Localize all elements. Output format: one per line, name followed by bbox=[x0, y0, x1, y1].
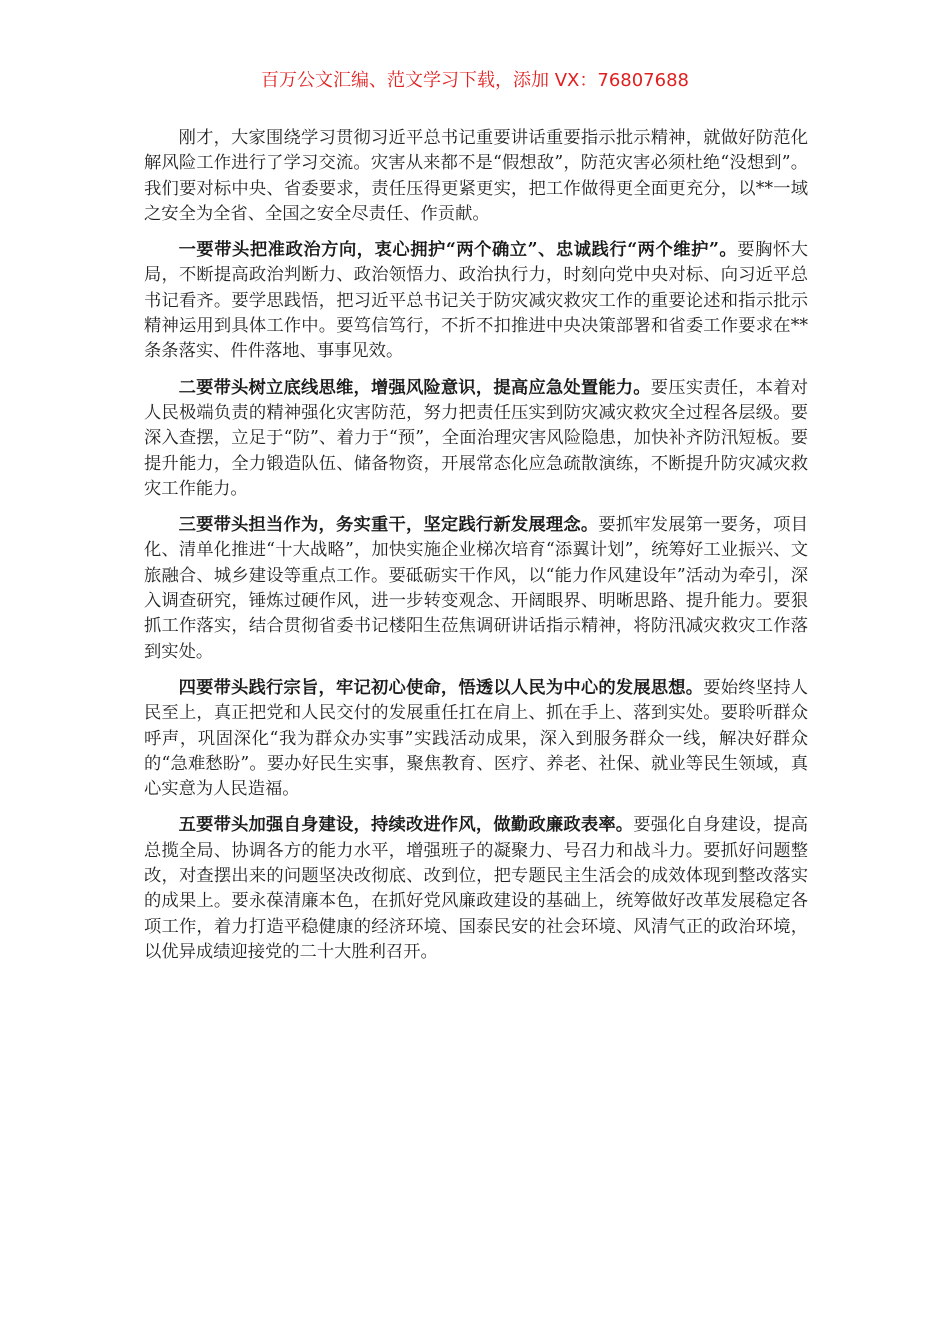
paragraph-text: 要始终坚持人民至上，真正把党和人民交付的发展重任扛在肩上、抓在手上、落到实处。要聆听群众呼声，巩固深化“我为群众办实事”实践活动成果，深入到服务群众一线，解决好群众的“急难愁盼”。要办好民生实事，聚焦教育、医疗、养老、社保、就业等民生领域，真心实意为人民造福。 bbox=[144, 677, 808, 800]
paragraph-text: 要胸怀大局，不断提高政治判断力、政治领悟力、政治执行力，时刻向党中央对标、向习近平总书记看齐。要学思践悟，把习近平总书记关于防灾减灾救灾工作的重要论述和指示批示精神运用到具体工作中。要笃信笃行，不折不扣推进中央决策部署和省委工作要求在**条条落实、件件落地、事事见效。 bbox=[144, 240, 808, 362]
paragraph-5 bbox=[144, 813, 808, 965]
paragraph-lead: 二要带头树立底线思维，增强风险意识，提高应急处置能力。 bbox=[178, 377, 651, 398]
paragraph-lead: 四要带头践行宗旨，牢记初心使命，悟透以人民为中心的发展思想。 bbox=[178, 677, 704, 698]
paragraph-lead: 五要带头加强自身建设，持续改进作风，做勤政廉政表率。 bbox=[178, 815, 634, 836]
paragraph-text: 要压实责任，本着对人民极端负责的精神强化灾害防范，努力把责任压实到防灾减灾救灾全过程各层级。要深入查摆，立足于“防”、着力于“预”，全面治理灾害风险隐患，加快补齐防汛短板。要提升能力，全力锻造队伍、储备物资，开展常态化应急疏散演练，不断提升防灾减灾救灾工作能力。 bbox=[144, 377, 808, 499]
paragraph-2 bbox=[144, 376, 808, 502]
paragraph-lead: 三要带头担当作为，务实重干，坚定践行新发展理念。 bbox=[178, 515, 599, 536]
header-banner: 百万公文汇编、范文学习下载，添加 VX：76807688 bbox=[261, 70, 689, 91]
paragraph-3 bbox=[144, 513, 808, 665]
document-body bbox=[144, 126, 808, 976]
paragraph-text: 要抓牢发展第一要务，项目化、清单化推进“十大战略”，加快实施企业梯次培育“添翼计划”，统筹好工业振兴、文旅融合、城乡建设等重点工作。要砥砺实干作风，以“能力作风建设年”活动为牵引，深入调查研究，锤炼过硬作风，进一步转变观念、开阔眼界、明晰思路、提升能力。要狠抓工作落实，结合贯彻省委书记楼阳生莅焦调研讲话指示精神，将防汛减灾救灾工作落到实处。 bbox=[144, 515, 808, 662]
paragraph-intro bbox=[144, 126, 808, 227]
paragraph-text: 刚才，大家围绕学习贯彻习近平总书记重要讲话重要指示批示精神，就做好防范化解风险工作进行了学习交流。灾害从来都不是“假想敌”，防范灾害必须杜绝“没想到”。我们要对标中央、省委要求，责任压得更紧更实，把工作做得更全面更充分，以**一域之安全为全省、全国之安全尽责任、作贡献。 bbox=[144, 128, 808, 224]
paragraph-4 bbox=[144, 676, 808, 802]
paragraph-text: 要强化自身建设，提高总揽全局、协调各方的能力水平，增强班子的凝聚力、号召力和战斗力。要抓好问题整改，对查摆出来的问题坚决改彻底、改到位，把专题民主生活会的成效体现到整改落实的成果上。要永葆清廉本色，在抓好党风廉政建设的基础上，统筹做好改革发展稳定各项工作，着力打造平稳健康的经济环境、国泰民安的社会环境、风清气正的政治环境，以优异成绩迎接党的二十大胜利召开。 bbox=[144, 815, 808, 962]
paragraph-lead: 一要带头把准政治方向，衷心拥护“两个确立”、忠诚践行“两个维护”。 bbox=[178, 240, 738, 261]
paragraph-1 bbox=[144, 238, 808, 364]
